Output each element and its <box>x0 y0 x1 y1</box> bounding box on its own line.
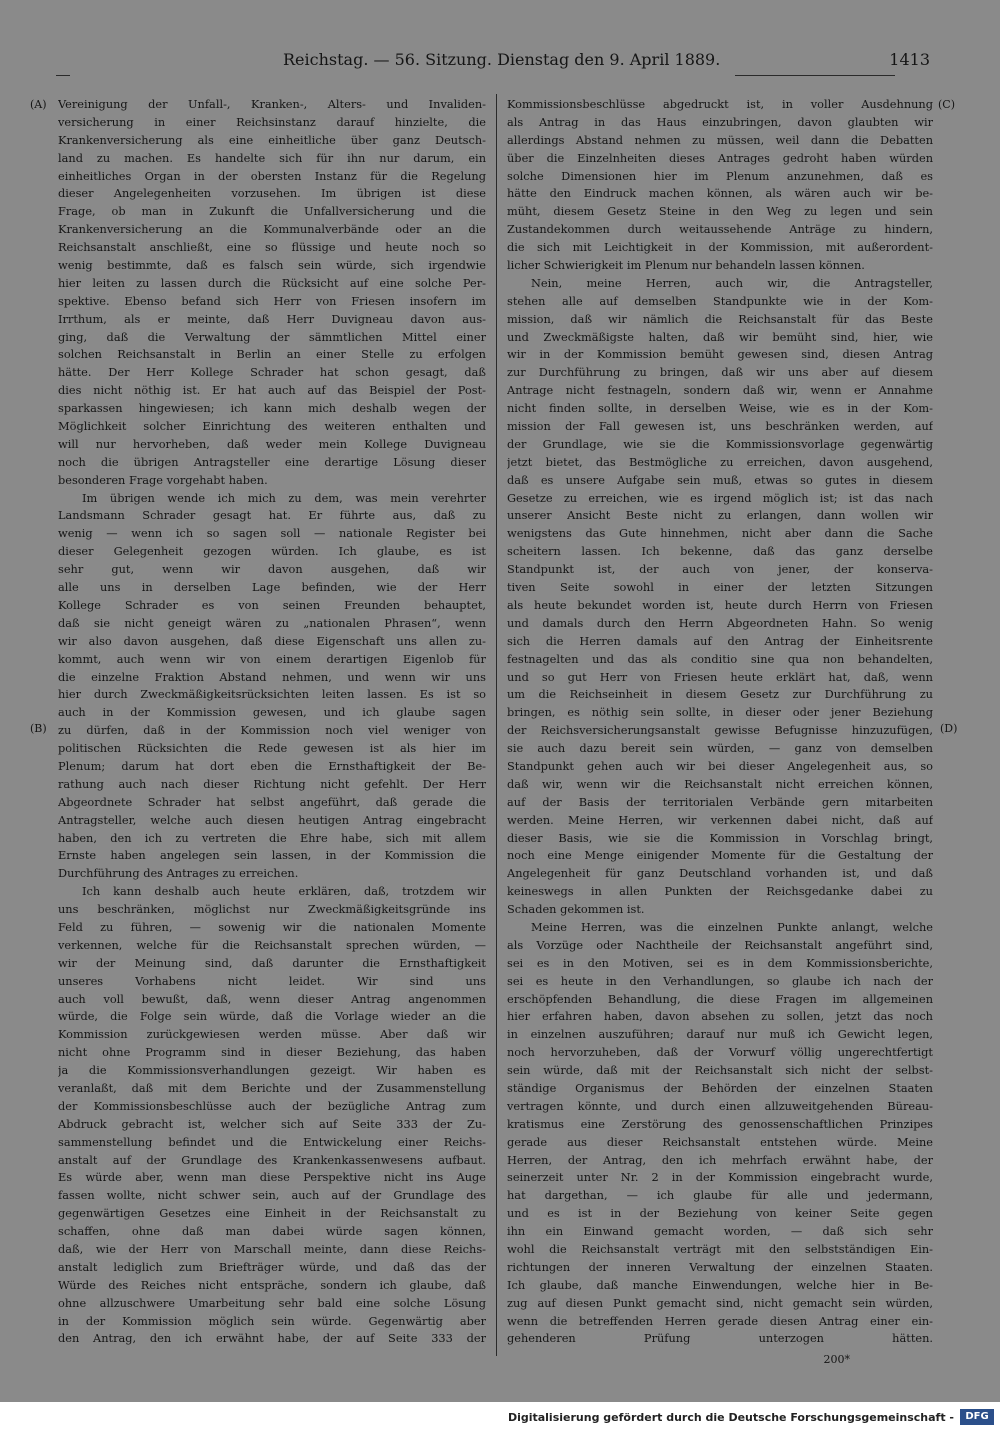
right-column-line: zur Durchführung zu bringen, daß wir uns aber auf diesem <box>507 365 933 380</box>
left-column-line: Feld zu führen, — sowenig wir die nationalen Momente <box>58 919 486 934</box>
left-column-line: schaffen, ohne daß man dabei würde sagen können, <box>58 1224 486 1239</box>
left-column-line: noch die übrigen Antragsteller eine derartige Lösung dieser <box>58 454 486 469</box>
left-column-line: hier durch Zweckmäßigkeitsrücksichten leiten lassen. Es ist so <box>58 687 486 702</box>
right-column-line: mission, daß wir nämlich die Reichsanstalt für das Beste <box>507 311 933 326</box>
right-column-line: zug auf diesen Punkt gemacht sind, nicht gemacht sein würden, <box>507 1295 933 1310</box>
right-column-line: und es ist in der Beziehung von keiner Seite gegen <box>507 1206 933 1221</box>
left-column-line: politischen Rücksichten die Rede gewesen ist als hier im <box>58 741 486 756</box>
left-column-line: Es würde aber, wenn man diese Perspektive nicht ins Auge <box>58 1170 486 1185</box>
right-column-line: sich die Herren damals auf den Antrag der Einheitsrente <box>507 633 933 648</box>
right-column-line: und Zweckmäßigste halten, daß wir bemüht sind, hier, wie <box>507 329 933 344</box>
right-column-line: Zustandekommen durch weitaussehende Anträge zu hindern, <box>507 222 933 237</box>
left-column-line: anstalt auf der Grundlage des Krankenkassenwesens aufbaut. <box>58 1152 486 1167</box>
right-column-line: ihn ein Einwand gemacht worden, — daß sich sehr <box>507 1224 933 1239</box>
right-column-line: ständige Organismus der Behörden der einzelnen Staaten <box>507 1080 933 1095</box>
left-column-line: auch in der Kommission gewesen, und ich glaube sagen <box>58 705 486 720</box>
right-column-line: bringen, es nöthig sein sollte, in dieser oder jener Beziehung <box>507 705 933 720</box>
right-column-line: in einzelnen auszuführen; darauf nur muß ich Gewicht legen, <box>507 1027 933 1042</box>
right-column-line: als Antrag in das Haus einzubringen, davon glaubten wir <box>507 114 933 129</box>
left-column-line: hätte. Der Herr Kollege Schrader hat schon gesagt, daß <box>58 365 486 380</box>
right-column-line: sei es heute in den Verhandlungen, so glaube ich nach der <box>507 973 933 988</box>
left-column-line: die einzelne Fraktion Abstand nehmen, und wenn wir uns <box>58 669 486 684</box>
right-column-line: auf der Basis der territorialen Verbände gern mitarbeiten <box>507 794 933 809</box>
right-column-line: Antrage nicht festnageln, sondern daß wir, wenn er Annahme <box>507 383 933 398</box>
left-column-line: dieser Gelegenheit gezogen würden. Ich glaube, es ist <box>58 544 486 559</box>
left-column-line: Antragsteller, welche auch diesen heutigen Antrag eingebracht <box>58 812 486 827</box>
left-column-line: verkennen, welche für die Reichsanstalt sprechen würden, — <box>58 937 486 952</box>
right-column-line: Ich glaube, daß manche Einwendungen, welche hier in Be- <box>507 1277 933 1292</box>
right-column-line: die sich mit Leichtigkeit in der Kommission, mit außerordent- <box>507 240 933 255</box>
left-column-line: Im übrigen wende ich mich zu dem, was mein verehrter <box>82 490 486 505</box>
left-column-line: hier leiten zu lassen durch die Rücksicht auf eine solche Per- <box>58 275 486 290</box>
left-column-line: Möglichkeit solcher Einrichtung des weiteren enthalten und <box>58 419 486 434</box>
right-column-line: mission der Fall gewesen ist, uns beschränken werden, auf <box>507 419 933 434</box>
left-column-line: versicherung in einer Reichsinstanz darauf hinzielte, die <box>58 114 486 129</box>
left-column-line: den Antrag, den ich erwähnt habe, der auf Seite 333 der <box>58 1331 486 1346</box>
right-column-line: licher Schwierigkeit im Plenum nur behandeln lassen können. <box>507 258 865 273</box>
digitization-footer <box>0 1402 1000 1432</box>
left-column-line: zu dürfen, daß in der Kommission noch viel weniger von <box>58 723 486 738</box>
right-column-line: hat dargethan, — ich glaube für alle und jedermann, <box>507 1188 933 1203</box>
left-column-line: anstalt lediglich zum Briefträger würde, und daß das der <box>58 1259 486 1274</box>
left-column-line: wir der Meinung sind, daß darunter die Ernsthaftigkeit <box>58 955 486 970</box>
right-column-line: hätte den Eindruck machen können, als wären auch wir be- <box>507 186 933 201</box>
left-column-line: veranlaßt, daß mit dem Berichte und der Zusammenstellung <box>58 1080 486 1095</box>
left-column-line: Krankenversicherung an die Kommunalverbände oder an die <box>58 222 486 237</box>
right-column-line: richtungen der inneren Verwaltung der einzelnen Staaten. <box>507 1259 933 1274</box>
left-column-line: Kommission zurückgewiesen werden müsse. Aber daß wir <box>58 1027 486 1042</box>
left-column-line: kommt, auch wenn wir von einem derartigen Eigenlob für <box>58 651 486 666</box>
left-column-line: Durchführung des Antrages zu erreichen. <box>58 866 299 881</box>
left-column-line: Abgeordnete Schrader hat selbst angeführt, daß gerade die <box>58 794 486 809</box>
left-column-line: ja die Kommissionsverhandlungen gezeigt. Wir haben es <box>58 1063 486 1078</box>
signature-mark: 200* <box>823 1353 850 1366</box>
left-column-line: daß, wie der Herr von Marschall meinte, dann diese Reichs- <box>58 1242 486 1256</box>
left-column-line: Ich kann deshalb auch heute erklären, daß, trotzdem wir <box>82 884 486 899</box>
right-column-line: jetzt bietet, das Bestmögliche zu erreichen, davon ausgehend, <box>507 454 933 469</box>
right-column-line: Standpunkt gehen auch wir bei dieser Angelegenheit aus, so <box>507 758 933 773</box>
left-column-line: land zu machen. Es handelte sich für ihn nur darum, ein <box>58 150 486 165</box>
left-column-line: alle uns in derselben Lage befinden, wie der Herr <box>58 580 486 595</box>
right-column-line: und so gut Herr von Friesen heute erklärt hat, daß, wenn <box>507 669 933 684</box>
right-column-line: scheitern lassen. Ich bekenne, daß das ganz derselbe <box>507 544 933 559</box>
right-column-line: Herren, der Antrag, den ich mehrfach erwähnt habe, der <box>507 1152 933 1167</box>
right-column-line: und damals durch den Herrn Abgeordneten Hahn. So wenig <box>507 615 933 630</box>
right-column-text <box>507 96 933 1348</box>
margin-mark-b: (B) <box>30 722 47 735</box>
right-column-line: hier erfahren haben, davon absehen zu sollen, jetzt das noch <box>507 1009 933 1024</box>
dfg-logo: DFG <box>960 1409 994 1425</box>
right-column-line: allerdings Abstand nehmen zu müssen, weil dann die Debatten <box>507 132 933 147</box>
right-column-line: werden. Meine Herren, wir verkennen dabei nicht, daß auf <box>507 812 933 827</box>
margin-mark-a: (A) <box>30 98 47 111</box>
left-column-line: daß sie nicht geneigt wären zu „nationalen Phrasen“, wenn <box>58 615 486 630</box>
left-column-line: ging, daß die Verwaltung der sämmtlichen Mittel einer <box>58 329 486 344</box>
left-column-line: gegenwärtigen Gesetzes eine Einheit in der Reichsanstalt zu <box>58 1206 486 1221</box>
left-column-line: wir also davon ausgehen, daß diese Eigenschaft uns allen zu- <box>58 633 486 648</box>
left-column-line: rathung auch nach dieser Richtung nicht gefehlt. Der Herr <box>58 776 486 791</box>
right-column-line: tiven Seite sowohl in einer der letzten Sitzungen <box>507 580 933 595</box>
header-rule-left <box>56 75 70 76</box>
left-column-line: unseres Vorhabens nicht leidet. Wir sind uns <box>58 973 486 988</box>
left-column-line: einheitliches Organ in der obersten Instanz für die Regelung <box>58 168 486 183</box>
left-column-line: Krankenversicherung als eine einheitliche über ganz Deutsch- <box>58 132 486 147</box>
left-column-text <box>58 96 486 1348</box>
margin-mark-d: (D) <box>940 722 958 735</box>
right-column-line: wenigstens das Gute hinnehmen, nicht aber dann die Sache <box>507 526 933 541</box>
right-column-line: Kommissionsbeschlüsse abgedruckt ist, in voller Ausdehnung <box>507 97 933 111</box>
column-divider <box>496 94 497 1356</box>
right-column-line: Standpunkt ist, der auch von jener, der konserva- <box>507 562 933 577</box>
left-column-line: haben, den ich zu vertreten die Ehre habe, sich mit allem <box>58 830 486 845</box>
right-column-line: wenn die betreffenden Herren gerade diesen Antrag einer ein- <box>507 1313 933 1328</box>
right-column-line: müht, diesem Gesetz Steine in den Weg zu legen und sein <box>507 204 933 219</box>
left-column-line: Abdruck gebracht ist, welcher sich auf Seite 333 der Zu- <box>58 1116 486 1131</box>
left-column-line: in der Kommission möglich sein würde. Gegenwärtig aber <box>58 1313 486 1328</box>
right-column-line: als Vorzüge oder Nachtheile der Reichsanstalt angeführt sind, <box>507 937 933 952</box>
left-column-line: Vereinigung der Unfall-, Kranken-, Alters- und Invaliden- <box>58 97 486 111</box>
left-column-line: wenig bestimmte, daß es falsch sein würde, sich irgendwie <box>58 258 486 273</box>
right-column-line: als heute bekundet worden ist, heute durch Herrn von Friesen <box>507 597 933 612</box>
right-column-line: unserer Ansicht Beste nicht zu erlangen, dann wollen wir <box>507 508 933 523</box>
right-column-line: noch eine Menge einigender Momente für die Gestaltung der <box>507 848 933 863</box>
right-column-line: Meine Herren, was die einzelnen Punkte anlangt, welche <box>531 919 933 934</box>
right-column-line: gehenderen Prüfung unterzogen hätten. <box>507 1331 933 1346</box>
right-column-line: keineswegs in allen Punkten der Reichsgedanke dabei zu <box>507 884 933 899</box>
left-column-line: will nur hervorheben, daß weder mein Kollege Duvigneau <box>58 436 486 451</box>
left-column-line: Kollege Schrader es von seinen Freunden behauptet, <box>58 597 486 612</box>
left-column-line: dies nicht nöthig ist. Er hat auch auf das Beispiel der Post- <box>58 383 486 398</box>
right-column-line: stehen alle auf demselben Standpunkte wie in der Kom- <box>507 293 933 308</box>
left-column-line: auch voll bewußt, daß, wenn dieser Antrag angenommen <box>58 991 486 1006</box>
right-column-line: Angelegenheit für ganz Deutschland vorhanden ist, und daß <box>507 866 933 881</box>
right-column-line: seinerzeit unter Nr. 2 in der Kommission eingebracht wurde, <box>507 1170 933 1185</box>
left-column-line: sparkassen hingewiesen; ich kann mich deshalb wegen der <box>58 401 486 416</box>
left-column-line: Ernste haben angelegen sein lassen, in der Kommission die <box>58 848 486 863</box>
left-column-line: dieser Angelegenheiten vorzusehen. Im übrigen ist diese <box>58 186 486 201</box>
left-column-line: uns beschränken, möglichst nur Zweckmäßigkeitsgründe ins <box>58 902 486 917</box>
running-header-title: Reichstag. — 56. Sitzung. Dienstag den 9. April 1889. <box>283 50 721 69</box>
margin-mark-c: (C) <box>938 98 955 111</box>
left-column-line: solchen Reichsanstalt in Berlin an einer Stelle zu erfolgen <box>58 347 486 362</box>
right-column-line: sie auch dazu bereit sein würden, — ganz von demselben <box>507 741 933 756</box>
left-column-line: würde, die Folge sein würde, daß die Vorlage wieder an die <box>58 1009 486 1024</box>
right-column-line: nicht finden sollte, in derselben Weise, wie es in der Kom- <box>507 401 933 416</box>
left-column-line: ohne allzuschwere Umarbeitung sehr bald eine solche Lösung <box>58 1295 486 1310</box>
right-column-line: kratismus eine Zerstörung des genossenschaftlichen Prinzipes <box>507 1116 933 1131</box>
right-column-line: dieser Basis, wie sie die Kommission in Vorschlag bringt, <box>507 830 933 845</box>
right-column-line: sein würde, daß mit der Reichsanstalt sich nicht der selbst- <box>507 1063 933 1078</box>
right-column-line: über die Einzelnheiten dieses Antrages gedroht haben würden <box>507 150 933 165</box>
left-column-line: wenig — wenn ich so sagen soll — nationale Register bei <box>58 526 486 541</box>
right-column-line: Schaden gekommen ist. <box>507 902 645 917</box>
left-column-line: Plenum; darum hat dort eben die Ernsthaftigkeit der Be- <box>58 758 486 773</box>
right-column-line: vertragen könnte, und durch einen allzuweitgehenden Büreau- <box>507 1098 933 1113</box>
right-column-line: wir in der Kommission bemüht gewesen sind, diesen Antrag <box>507 347 933 362</box>
right-column-line: um die Reichseinheit in diesem Gesetz zur Durchführung zu <box>507 687 933 702</box>
right-column-line: gerade aus dieser Reichsanstalt entstehen würde. Meine <box>507 1134 933 1149</box>
right-column-line: sei es in den Motiven, sei es in dem Kommissionsberichte, <box>507 955 933 970</box>
right-column-line: wohl die Reichsanstalt verträgt mit den selbstständigen Ein- <box>507 1242 933 1256</box>
left-column-line: besonderen Frage vorgehabt haben. <box>58 472 268 487</box>
header-rule-right <box>735 75 895 76</box>
right-column-line: der Grundlage, wie sie die Kommissionsvorlage gegenwärtig <box>507 436 933 451</box>
left-column-line: spektive. Ebenso befand sich Herr von Friesen insofern im <box>58 293 486 308</box>
left-column-line: fassen wollte, nicht schwer sein, auch auf der Grundlage des <box>58 1188 486 1203</box>
right-column-line: noch hervorzuheben, daß der Vorwurf völlig ungerechtfertigt <box>507 1045 933 1060</box>
right-column-line: daß es unsere Aufgabe sein muß, etwas so gutes in diesem <box>507 472 933 487</box>
left-column-line: Landsmann Schrader gesagt hat. Er führte aus, daß zu <box>58 508 486 523</box>
left-column-line: nicht ohne Programm sind in dieser Beziehung, das haben <box>58 1045 486 1060</box>
right-column-line: daß wir, wenn wir die Reichsanstalt nicht erreichen können, <box>507 776 933 791</box>
left-column-line: der Kommissionsbeschlüsse auch der bezügliche Antrag zum <box>58 1098 486 1113</box>
footer-credit-text: Digitalisierung gefördert durch die Deutsche Forschungsgemeinschaft - <box>507 1411 954 1424</box>
left-column-line: Frage, ob man in Zukunft die Unfallversicherung und die <box>58 204 486 219</box>
right-column-line: erschöpfenden Behandlung, die diese Fragen im allgemeinen <box>507 991 933 1006</box>
right-column-line: Gesetze zu erreichen, wie es irgend möglich ist; ist das nach <box>507 490 933 505</box>
right-column-line: der Reichsversicherungsanstalt gewisse Befugnisse hinzuzufügen, <box>507 723 933 738</box>
right-column-line: festnagelten und das als conditio sine qua non behandelten, <box>507 651 933 666</box>
left-column-line: Irrthum, als er meinte, daß Herr Duvigneau davon aus- <box>58 311 486 326</box>
page-number: 1413 <box>889 50 930 69</box>
left-column-line: sehr gut, wenn wir davon ausgehen, daß wir <box>58 562 486 577</box>
right-column-line: Nein, meine Herren, auch wir, die Antragsteller, <box>531 275 933 290</box>
left-column-line: sammenstellung befindet und die Entwickelung einer Reichs- <box>58 1134 486 1149</box>
left-column-line: Reichsanstalt anschließt, eine so flüssige und heute noch so <box>58 240 486 255</box>
right-column-line: solche Dimensionen hier im Plenum anzunehmen, daß es <box>507 168 933 183</box>
left-column-line: Würde des Reiches nicht entspräche, sondern ich glaube, daß <box>58 1277 486 1292</box>
